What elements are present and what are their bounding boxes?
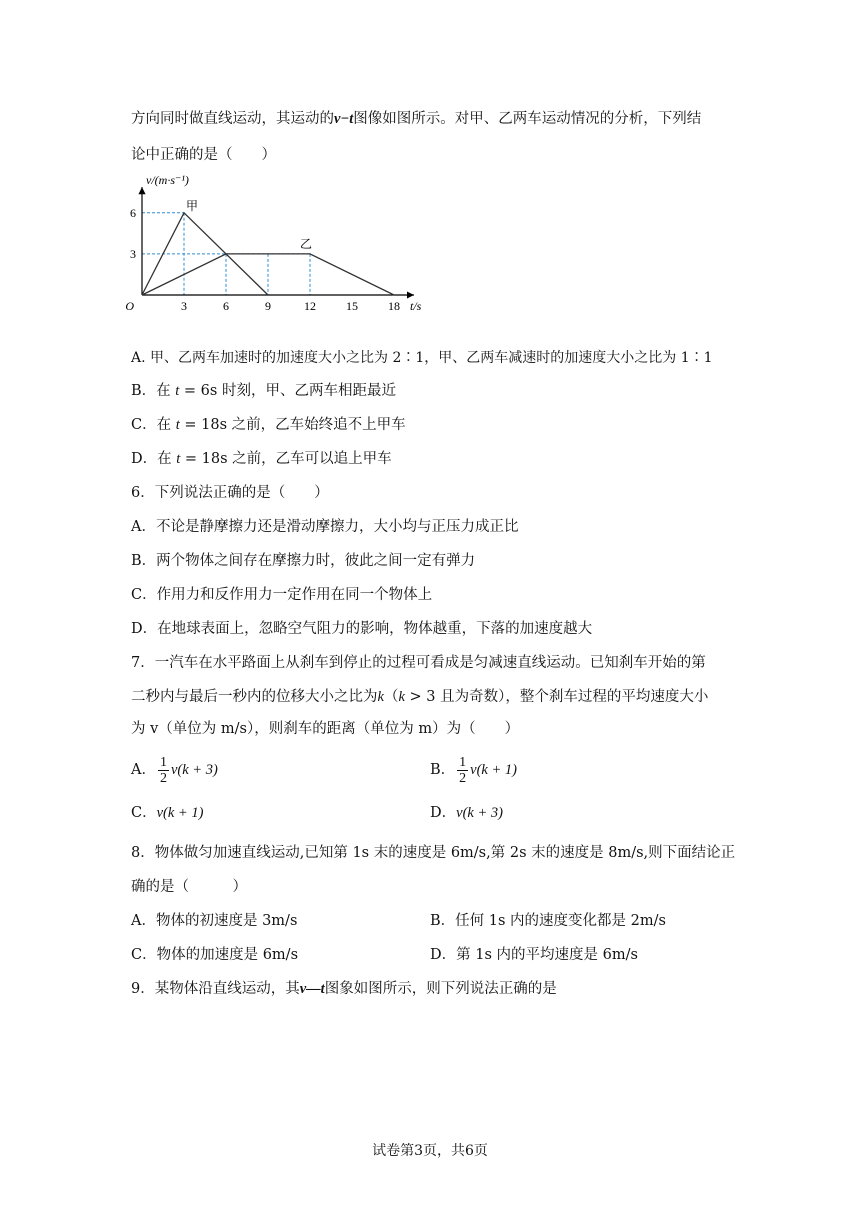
q7-line2-a: 二秒内与最后一秒内的位移大小之比为 <box>131 689 378 705</box>
q5-intro-line1 <box>131 108 701 130</box>
q7-k: k <box>377 689 384 705</box>
q7-k2: k <box>398 689 405 705</box>
q6-option-d: D．在地球表面上，忽略空气阻力的影响，物体越重，下落的加速度越大 <box>131 621 593 637</box>
q7-line1: 7．一汽车在水平路面上从刹车到停止的过程可看成是匀减速直线运动。已知刹车开始的第 <box>131 655 706 671</box>
q7-c-label: C． <box>131 805 157 821</box>
q7-c-expr: v(k + 1) <box>156 805 204 821</box>
q6-option-b: B．两个物体之间存在摩擦力时，彼此之间一定有弹力 <box>131 553 476 569</box>
q7-a-num: 1 <box>159 754 167 770</box>
q5-d-text-a: D．在 <box>131 451 177 467</box>
q8-option-b: B．任何 1s 内的速度变化都是 2m/s <box>430 913 666 929</box>
q6-option-c: C．作用力和反作用力一定作用在同一个物体上 <box>131 587 433 603</box>
x-axis-label: t/s <box>410 299 422 310</box>
x-tick-label-12: 12 <box>304 299 316 310</box>
q5-d-math: t <box>176 451 181 467</box>
q5-option-a: A. 甲、乙两车加速时的加速度大小之比为 2∶1，甲、乙两车减速时的加速度大小之比为 1∶1 <box>131 350 713 366</box>
q8-line1: 8．物体做匀加速直线运动,已知第 1s 末的速度是 6m/s,第 2s 末的速度是 8m/s,则下面结论正 <box>131 845 736 861</box>
q7-d-label: D． <box>430 805 457 821</box>
q6-option-a: A．不论是静摩擦力还是滑动摩擦力，大小均与正压力成正比 <box>131 519 519 535</box>
q5-option-b <box>131 380 396 402</box>
q8-option-a: A．物体的初速度是 3m/s <box>131 913 298 929</box>
q7-option-b <box>430 754 517 786</box>
q7-line2-b: （ <box>383 689 399 705</box>
q7-b-fraction <box>457 755 468 786</box>
q7-b-expr: v(k + 1) <box>470 762 517 778</box>
q5-intro-text-a: 方向同时做直线运动，其运动的 <box>131 111 334 127</box>
q6-stem: 6．下列说法正确的是（ ） <box>131 485 329 501</box>
q8-option-d: D．第 1s 内的平均速度是 6m/s <box>430 947 638 963</box>
q5-intro-line2: 论中正确的是（ ） <box>131 147 276 163</box>
q5-c-math: t <box>175 417 180 433</box>
y-axis-label: v/(m·s⁻¹) <box>146 173 189 187</box>
origin-label: O <box>125 299 134 310</box>
q5-b-text-a: B．在 <box>131 383 176 399</box>
q9-math: v—t <box>299 981 325 997</box>
y-tick-label-3: 3 <box>130 246 136 261</box>
q8-option-c: C．物体的加速度是 6m/s <box>131 947 299 963</box>
y-tick-label-6: 6 <box>130 205 136 220</box>
q5-b-math: t <box>175 383 180 399</box>
q7-a-label: A． <box>131 762 156 778</box>
q9-text-a: 9．某物体沿直线运动，其 <box>131 981 300 997</box>
q7-b-label: B． <box>430 762 456 778</box>
q7-a-den: 2 <box>159 770 167 786</box>
q7-option-d <box>430 802 503 824</box>
q7-a-fraction <box>158 755 169 786</box>
x-tick-label-6: 6 <box>223 299 229 310</box>
x-tick-label-3: 3 <box>181 299 187 310</box>
q7-b-den: 2 <box>459 770 467 786</box>
q9-text-b: 图象如图所示，则下列说法正确的是 <box>324 981 557 997</box>
series-label-jia: 甲 <box>186 198 199 213</box>
q5-d-text-b: = 18s 之前，乙车可以追上甲车 <box>180 451 392 467</box>
q7-b-num: 1 <box>459 754 467 770</box>
q5-b-text-b: = 6s 时刻，甲、乙两车相距最近 <box>179 383 396 399</box>
q5-option-c <box>131 414 406 436</box>
q5-intro-math: v−t <box>334 111 354 127</box>
q5-option-d <box>131 448 392 470</box>
vt-chart <box>120 170 430 310</box>
q8-line2: 确的是（ ） <box>131 879 247 895</box>
page-footer: 试卷第3页，共6页 <box>372 1143 488 1159</box>
q7-line2 <box>131 686 708 708</box>
q7-a-expr: v(k + 3) <box>170 762 218 778</box>
q7-option-c <box>131 802 203 824</box>
q5-c-text-b: = 18s 之前，乙车始终追不上甲车 <box>179 417 406 433</box>
axes <box>142 187 414 295</box>
q7-line2-c: > 3 且为奇数），整个刹车过程的平均速度大小 <box>404 689 709 705</box>
q7-d-expr: v(k + 3) <box>456 805 503 821</box>
x-tick-label-9: 9 <box>265 299 271 310</box>
series-label-yi: 乙 <box>300 236 313 251</box>
q5-c-text-a: C．在 <box>131 417 176 433</box>
q9-stem <box>131 978 557 1000</box>
q7-option-a <box>131 754 218 786</box>
x-tick-label-15: 15 <box>346 299 358 310</box>
x-tick-label-18: 18 <box>388 299 400 310</box>
q5-intro-text-b: 图像如图所示。对甲、乙两车运动情况的分析，下列结 <box>353 111 702 127</box>
q7-line3: 为 v（单位为 m/s），则刹车的距离（单位为 m）为（ ） <box>131 721 520 737</box>
